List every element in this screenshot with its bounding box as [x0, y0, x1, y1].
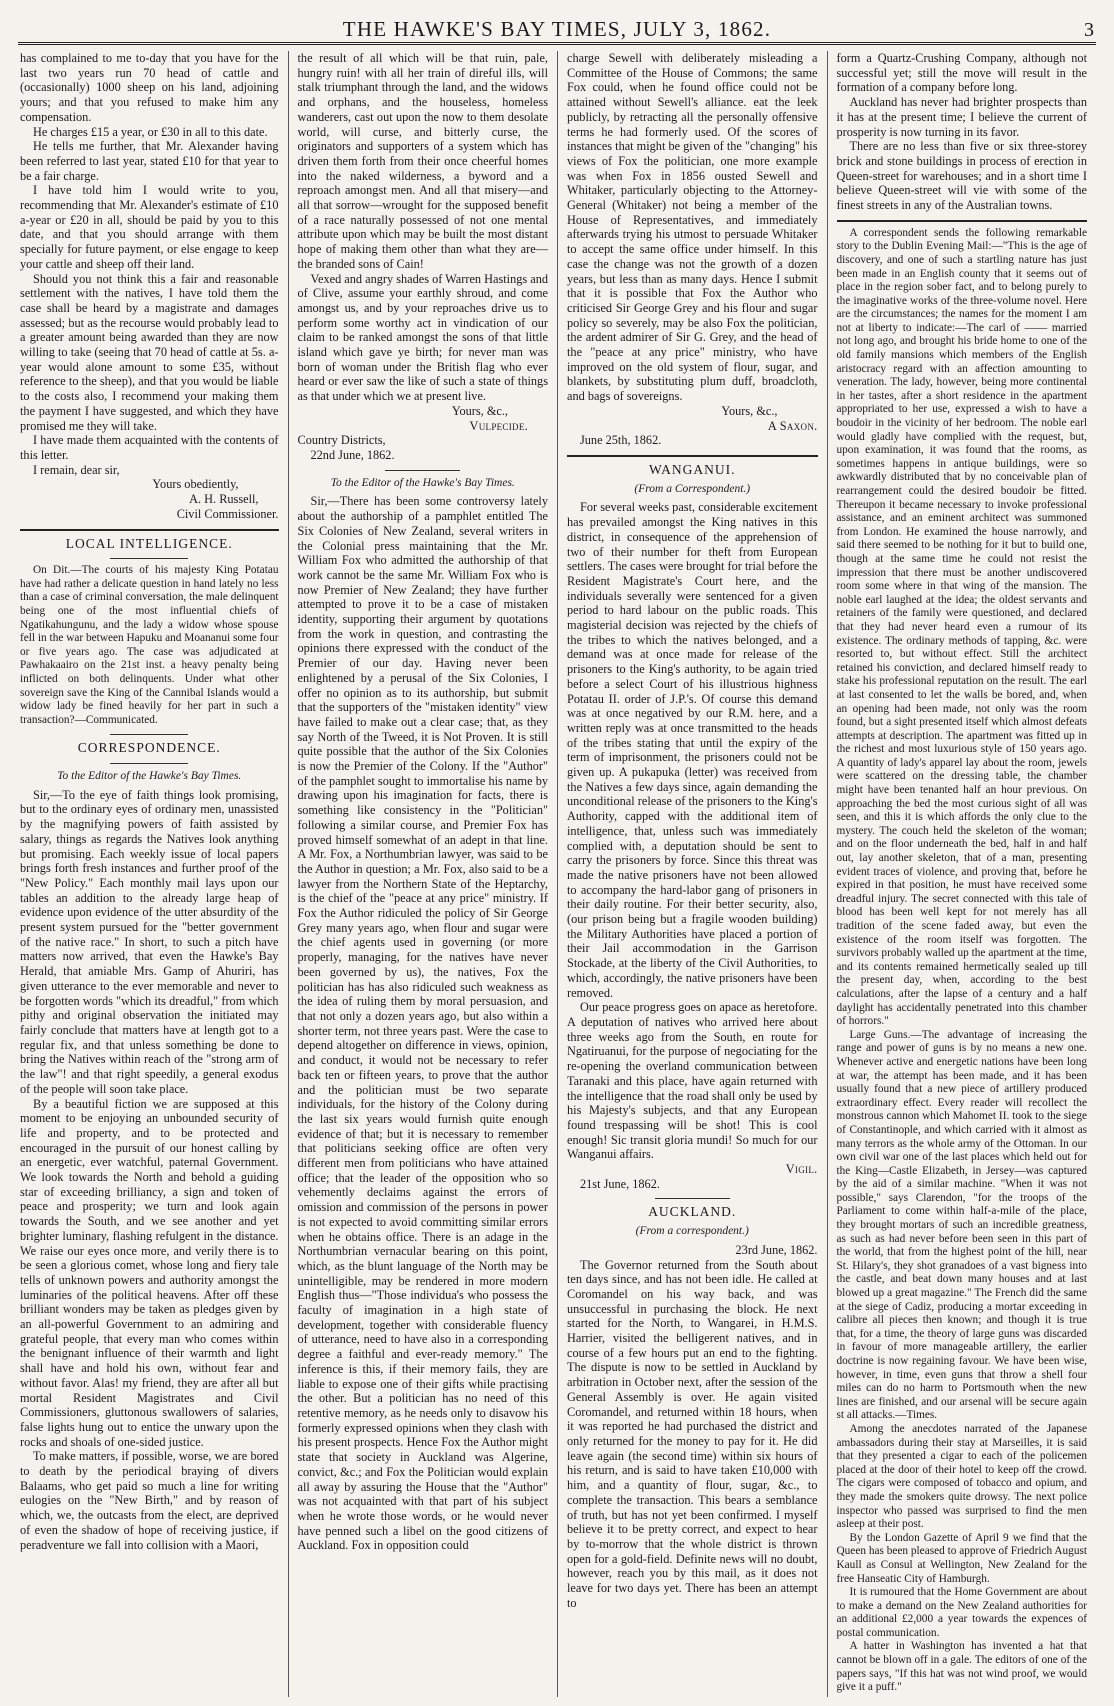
article-paragraph: has complained to me to-day that you have for the last two years run 70 head of cattle and (occasionally) 1000 sheep on his land, adjoining yours; and that you refused to make him any compensation. — [20, 51, 279, 124]
article-paragraph: I have told him I would write to you, recommending that Mr. Alexander's estimate of £10 a-year or £20 in all, should be paid by you to this date, and that you should arrange with them specially for future payment, or else engage to keep your cattle and sheep off their land. — [20, 183, 279, 271]
news-item: On Dit.—The courts of his majesty King Potatau have had rather a delicate question in hand lately no less than a case of criminal conversation, the male delinquent being one of the most influential chiefs of Ngatikahungunu, and the lady a widow whose spouse fell in the war between Hapuku and Moananui some four or five years ago. The case was adjudicated at Pawhakaairo on the 21st inst. a heavy penalty being inflicted on both delinquents. Under what other sovereign save the King of the Cannibal Islands would a widow lady be fined heavily for her part in such a transaction?—Communicated. — [20, 564, 279, 726]
column-grid — [18, 51, 1096, 1697]
news-item: Large Guns.—The advantage of increasing the range and power of guns is by no means a new one. Whenever active and energetic nations have been long at war, the attempt has been made, and it has been usually found that a new piece of artillery produced extraordinary effect. Every reader will recollect the monstrous cannon which Mahomet II. took to the siege of Constantinople, and which carried with it almost as many terrors as the whole army of the Ottoman. In our own civil war one of the last places which held out for the King—Castle Elizabeth, in Jersey—was captured by the aid of a similar machine. "When it was not possible," says Clarendon, "for the troops of the Parliament to come within half-a-mile of the place, they brought mortars of such an incredible greatness, as such as had never before been seen in this part of the world, that from the highest point of the hill, near St. Hilary's, they shot granadoes of a vast bigness into the castle, and beat down many houses and at last blowed up a great magazine." The French did the same at the siege of Cadiz, producing a mortar exceeding in calibre all pieces then known; and though it is true that, for a time, the theory of large guns was discarded in favour of more manageable artillery, the earlier doctrine is now regaining favour. We have been wise, however, in time, even guns that throw a shell four miles can do no harm to Portsmouth when the new lines are finished, and our arsenal will be secure again st all attacks.—Times. — [836, 1028, 1087, 1422]
letter-signature-title: Civil Commissioner. — [176, 506, 279, 521]
article-paragraph: There are no less than five or six three-storey brick and stone buildings in process of erection in Queen-street for warehouses; and in a short time I believe Queen-street will vie with some of the finest streets in any of the Australian towns. — [836, 139, 1087, 213]
letter-paragraph: the result of all which will be that ruin, pale, hungry ruin! with all her train of direful ills, will stalk triumphant through the land, and the widows and orphans, and the houseless, homeless wanderers, cast out upon the now to them desolate world, will curse, and bitterly curse, the originators and supporters of a system which has driven them forth from their once cheerful homes into the naked wilderness, a byword and a reproach amongst men. And all that misery—and all that sorrow—wrought for the supposed benefit of a race naturally possessed of not one mental attribute upon which may be built the most distant hope of making them other than what they are—the branded sons of Cain! — [297, 51, 548, 271]
column-4 — [827, 51, 1097, 1697]
article-paragraph: He charges £15 a year, or £30 in all to this date. — [33, 124, 268, 139]
heading-rule — [110, 763, 188, 764]
correspondent-note: (From a Correspondent.) — [634, 482, 751, 495]
letter-paragraph: By a beautiful fiction we are supposed at this moment to be enjoying an unbounded security of life and property, and to be protected and encouraged in the pursuit of our honest calling by an energetic, ever watchful, paternal Government. We look towards the North and behold a guiding star of exceeding brilliancy, a sign and token of peace and prosperity; we turn and look again towards the South, and we see another and yet brighter luminary, flashing refulgent in the distance. We raise our eyes once more, and verily there is to be seen a glorious comet, whose long and fiery tale tells of unknown powers and authority amongst the luminaries of the political heavens. After off these brilliant wonders may be taken as pledges given by an all-powerful Government to an admiring and grateful people, that every man who comes within the benignant influence of their warmth and light shall have and hold his own, without fear and without favor. Alas! my friend, they are after all but mortal Resident Magistrates and Civil Commissioners, gluttonous swallowers of salaries, false lights hung out to entice the unwary upon the rocks and shoals of one-sided justice. — [20, 1096, 279, 1449]
news-item: It is rumoured that the Home Government are about to make a demand on the New Zealand authorities for an additional £2,000 a year towards the expences of postal communication. — [836, 1586, 1087, 1639]
letter-addressee: To the Editor of the Hawke's Bay Times. — [57, 770, 242, 783]
news-item: A hatter in Washington has invented a hat that cannot be blown off in a gale. The editors of one of the papers says, "If this hat was not wind proof, we would give it a puff." — [836, 1640, 1087, 1694]
heading-rule — [655, 1198, 730, 1199]
letter-paragraph: Sir,—To the eye of faith things look promising, but to the ordinary eyes of ordinary men, unassisted by the magnifying powers of faith assisted by salary, things as regards the Natives look anything but promising. Each weekly issue of local papers brings forth fresh instances and further proof of the "New Policy." Each monthly mail lays upon our tables an addition to the already large heap of evidence upon evidence of the utter absurdity of the present system pursued for the "better government of the native race." In short, to such a pitch have matters now arrived, that even the Hawke's Bay Herald, that amiable Mrs. Gamp of Ahuriri, has given utterance to the ever memorable and never to be forgotten words "which its dreadful," from which pithy and original observation the initiated may fairly conclude that matters have at length got to a regular fix, and that unless something be done to bring the Natives within reach of the "strong arm of the law"! and that right speedily, a general exodus of the people will soon take place. — [20, 787, 279, 1096]
letter-paragraph: charge Sewell with deliberately misleading a Committee of the House of Commons; the same Fox could, when he found office could not be attained without Sewell's alliance. eat the leek publicly, by retracting all the personally offensive terms he had formerly used. Of the scores of instances that might be given of the "changing" his views of Fox the politician, one more example was when Fox in 1856 ousted Sewell and Whitaker, particularly objecting to the Attorney-General (Whitaker) not being a member of the House of Representatives, and immediately afterwards trying his utmost to persuade Whitaker to accept the same office under himself. In this case the change was not the growth of a dozen years, but less than as many days. Hence I submit that it is possible that Fox the Author who criticised Sir George Grey and his flour and sugar policy so severely, may be also Fox the politician, the ardent admirer of Sir G. Grey, and the head of the "peace at any price" ministry, who have improved on the old system of flour, sugar, and blankets, by substituting plum duff, broadcloth, and bags of sovereigns. — [567, 51, 818, 404]
letter-place: Country Districts, — [297, 433, 386, 448]
article-paragraph: I have made them acquainted with the contents of this letter. — [20, 433, 279, 462]
letter-paragraph: To make matters, if possible, worse, we are bored to death by the periodical braying of divers Balaams, who get paid so much a line for writing eulogies on the "New Birth," and by reason of which, we, the outcasts from the elect, are deprived of even the shadow of hope of receiving justice, if peradventure we fall into collision with a Maori, — [20, 1449, 279, 1552]
letter-signature: A Saxon. — [767, 418, 818, 433]
article-paragraph: form a Quartz-Crushing Company, although not successful yet; still the move will result in the formation of a company before long. — [836, 51, 1087, 95]
article-paragraph: Should you not think this a fair and reasonable settlement with the natives, I have told them the case shall be heard by a magistrate and damages assessed; but as the recourse would probably lead to a greater amount being awarded than they are now willing to take (seeing that 70 head of cattle at 5s. a-year would alone amount to some £35, without reference to the sheep), and that you would be liable to the costs also, I recommend your making them the payment I have suggested, and which they have promised me they will take. — [20, 271, 279, 433]
news-item: A correspondent sends the following remarkable story to the Dublin Evening Mail:—"This is the age of discovery, and one of such a startling nature has just been made in an English county that it seems out of place in the region sober fact, and to belong purely to the imaginative works of the three-volume novel. Here are the circumstances; the names for the moment I am not at liberty to indicate:—The carl of —— married not long ago, and brought his bride home to one of the old family mansions which members of the English aristocracy regard with an affection amounting to veneration. The lady, however, being more continental in her tastes, after a short residence in the apartment appropriated to her use, expressed a wish to have a boudoir in the vicinity of her bedroom. The noble earl would gladly have complied with the request, but, upon examination, it was found that the rooms, as sometimes happens in antique buildings, were so awkwardly distributed that by no conceivable plan of rearrangement could the desired boudoir be fitted. Thereupon it became necessary to invoke professional assistance, and an eminent architect was summoned from London. He examined the house narrowly, and said there seemed to be nothing for it but to build one, though at the same time he could not resist the impression that there must be another undiscovered room some where in that wing of the mansion. The noble earl laughed at the idea; the oldest servants and retainers of the family were questioned, and declared that they had never heard even a rumour of its existence. The ordinary methods of tapping, &c. were resorted to, but without effect. Still the architect retained his conviction, and declared himself ready to stake his professional reputation on the result. The earl at last consented to let the walls be bored, and, when an opening had been made, not only was the room found, but a sight presented itself which almost defeats attempts at description. The apartment was fitted up in the richest and most luxurious style of 150 years ago. A quantity of lady's apparel lay about the room, jewels were scattered on the dressing table, the chamber might have been tenanted half an hour previous. On approaching the bed the most curious sight of all was seen, and this it is which affords the only clue to the mystery. The couch held the skeleton of the woman; and on the floor underneath the bed, half in and half out, lay another skeleton, that of a man, presenting evident traces of violence, and proving that, before he expired in that position, he must have received some dreadful injury. The secret connected with this tale of blood has been well kept for not merely has all tradition of the scene faded away, but even the existence of the room itself was forgotten. The survivors probably walled up the apartment at the time, and its contents remained hermetically sealed up till the present day, when, according to the best calculations, after the lapse of a century and a half daylight has accidentally penetrated into this chamber of horrors." — [836, 226, 1087, 1028]
letter-date: June 25th, 1862. — [580, 433, 662, 448]
section-heading-correspondence: CORRESPONDENCE. — [77, 740, 221, 756]
article-paragraph: The Governor returned from the South about ten days since, and has not been idle. He called at Coromandel on his way back, and was unsuccessful in purchasing the block. He next started for the North, to Wangarei, in H.M.S. Harrier, visited the belligerent natives, and in course of a few hours put an end to the fighting. The dispute is now to be settled in Auckland by arbitration in October next, after the session of the General Assembly is over. He again visited Coromandel, and returned within 18 hours, when it was reported he had purchased the district and only returned for the money to pay for it. He did leave again (the second time) within six hours of his return, and is said to have taken £10,000 with him, and a quantity of flour, sugar, &c., to complete the transaction. This bears a semblance of truth, but has not yet been confirmed. I myself believe it to be pretty correct, and expect to hear by to-morrow that the whole district is thrown open for a gold-field. Definite news will no doubt, however, reach you by this mail, as it does not leave for two days yet. There has been an attempt to — [567, 1257, 818, 1610]
correspondent-note: (From a correspondent.) — [635, 1225, 749, 1238]
section-heading-local-intelligence: LOCAL INTELLIGENCE. — [65, 535, 233, 551]
news-item: Among the anecdotes narrated of the Japanese ambassadors during their stay at Marseilles, it is said that they presented a cigar to each of the policemen placed at the door of their hotel to keep off the crowd. The cigars were composed of tobacco and opium, and they made the smokers quite drowsy. The next police inspector who passed was surprised to find the men asleep at their post. — [836, 1422, 1087, 1531]
section-divider — [837, 220, 1088, 222]
section-divider — [567, 455, 818, 457]
letter-signature: Vulpecide. — [469, 418, 528, 433]
letter-closing: I remain, dear sir, — [33, 462, 120, 477]
article-date: 21st June, 1862. — [580, 1176, 660, 1191]
masthead-title: THE HAWKE'S BAY TIMES, JULY 3, 1862. — [342, 17, 772, 41]
section-heading-auckland: AUCKLAND. — [648, 1204, 737, 1220]
masthead — [18, 12, 1096, 45]
section-heading-wanganui: WANGANUI. — [648, 461, 736, 477]
letter-closing: Yours, &c., — [721, 403, 778, 418]
heading-rule — [110, 734, 188, 735]
letter-signature: A. H. Russell, — [189, 492, 259, 507]
letter-paragraph: Vexed and angry shades of Warren Hastings and of Clive, assume your earthly shroud, and come amongst us, and by your reproaches drive us to perform some worthy act in vindication of our claim to be ranked amongst the sons of that little island which gave ye birth; for never man was born of woman under the British flag who ever heard or ever saw the like of such a state of things as that under which we at present live. — [297, 271, 548, 404]
article-paragraph: Auckland has never had brighter prospects than it has at the present time; I believe the current of prosperity is now turning in its favor. — [836, 95, 1087, 139]
column-3 — [557, 51, 827, 1697]
letter-paragraph: Sir,—There has been some controversy lately about the authorship of a pamphlet entitled The Six Colonies of New Zealand, several writers in the Colonial press maintaining that the Mr. William Fox who admitted the authorship of that work cannot be the same Mr. William Fox who is now Premier of New Zealand; they have further attempted to prove it to be a case of mistaken identity, supporting their argument by quotations from the work in question, and contrasting the opinions there expressed with the conduct of the Premier of our day. Having never been enlightened by a perusal of the Six Colonies, I offer no opinion as to its authorship, but submit that the supporters of the "mistaken identity" view have failed to make out a clear case; that, as they say North of the Tweed, it is Not Proven. It is still quite possible that the author of the Six Colonies is now the Premier of the Colony. If the "Author" of the pamphlet sought to immortalise his name by drawing upon his imagination for facts, there is something like consistency in the "Politician" following a similar course, and Premier Fox has proved himself somewhat of an adept in that line. A Mr. Fox, a Northumbrian lawyer, was said to be the Author in question; a Mr. Fox, also said to be a lawyer from the Northern State of the Heptarchy, is the chief of the "peace at any price" ministry. If Fox the Author ridiculed the policy of Sir George Grey many years ago, when flour and sugar were the chief agents used in governing (or more properly, managing, for the natives have never been governed by us), the natives, Fox the politician has has also ridiculed such weakness as the idea of ruling them by moral persuasion, and that not only a dozen years ago, but also within a shorter term, not three years past. Were the case to depend altogether on difference in views, opinion, and conduct, it would not be necessary to refer back ten or fifteen years, to prove that the author and the politician must be two separate individuals, for the history of the Colony during the last six years would furnish quite enough evidence of that; but it is necessary to remember that politicians seeking office are often very different men from politicians who have attained office; that the leader of the opposition who so vehemently declaims against the errors of omission and commission of the persons in power is not expected to avoid committing similar errors when he obtains office. There is an adage in the Northumbrian vernacular bearing on this point, which, as the blunt language of the North may be unintelligible, may be rendered in more modern English thus—"Those individua's who possess the faculty of imagination in a high state of development, together with considerable fluency of utterance, need to have also in a corresponding degree a faithful and ever-ready memory." The inference is this, if their memory fails, they are liable to expose one of their gifts while practising the other. But a politician has no need of this retentive memory, as he needs only to disavow his formerly expressed opinions when they clash with his present prospects. Hence Fox the Author might state that society in Auckland was Algerine, convict, &c.; and Fox the Politician would explain all away by assuring the House that the "Author" was not acquainted with that part of his subject when he wrote those words, or he would never have penned such a libel on the good citizens of Auckland. Fox in opposition could — [297, 494, 548, 1553]
article-signature: Vigil. — [785, 1162, 818, 1177]
letter-addressee: To the Editor of the Hawke's Bay Times. — [330, 476, 515, 489]
heading-rule — [385, 470, 460, 471]
letter-closing: Yours, &c., — [451, 403, 508, 418]
letter-closing: Yours obediently, — [152, 477, 239, 492]
article-date: 23rd June, 1862. — [735, 1242, 818, 1257]
article-paragraph: Our peace progress goes on apace as heretofore. A deputation of natives who arrived here about three weeks ago from the South, en route for Ngatiruanui, for the purpose of negociating for the re-opening the overland communication between Taranaki and this place, have again returned with the intelligence that the road shall only be used by his Majesty's subjects, and that any European found trespassing will be shot! This is cool enough! Sic transit gloria mundi! So much for our Wanganui affairs. — [567, 1000, 818, 1162]
article-paragraph: For several weeks past, considerable excitement has prevailed amongst the King natives in this district, in consequence of the apprehension of two of their number for theft from European settlers. The cases were brought for trial before the Resident Magistrate's Court here, and the individuals severally were sentenced for a given period to hard labour on the public roads. This magisterial decision was rejected by the chiefs of the tribes to which the natives belonged, and a demand was at once made for release of the prisoners to the King's authority, to be again tried before a select Court of his illustrious highness Potatau II. order of J.P.'s. Of course this demand was at once negatived by our R.M. here, and a written reply was at once transmitted to the heads of the tribes stating that until the expiry of the term of imprisonment, the prisoners could not be given up. A pukapuka (letter) was received from the Natives a few days since, again demanding the unconditional release of the prisoners to the King's Authority, capped with the additional item of intelligence, that, unless such was immediately complied with, a deputation should be sent to carry the prisoners by force. Since this threat was made the native prisoners have not been allowed to accompany the hard-labor gang of prisoners in their daily routine. For their better security, also, (our prison being but a fragile wooden building) the Military Authorities have placed a portion of their Jail accommodation in the Garrison Stockade, at the liberty of the Civil Authorities, to which, accordingly, the native prisoners have been removed. — [567, 500, 818, 1000]
news-item: By the London Gazette of April 9 we find that the Queen has been pleased to approve of Friedrich August Kaull as Consul at Wellington, New Zealand for the free Hanseatic City of Hamburgh. — [836, 1531, 1087, 1585]
column-2 — [288, 51, 558, 1697]
page-number: 3 — [1084, 19, 1094, 41]
letter-date: 22nd June, 1862. — [310, 447, 395, 462]
heading-rule — [110, 558, 188, 559]
article-paragraph: He tells me further, that Mr. Alexander having been referred to last year, stated £10 for that year to be a fair charge. — [20, 139, 279, 183]
column-1 — [18, 51, 288, 1697]
section-divider — [20, 529, 279, 531]
